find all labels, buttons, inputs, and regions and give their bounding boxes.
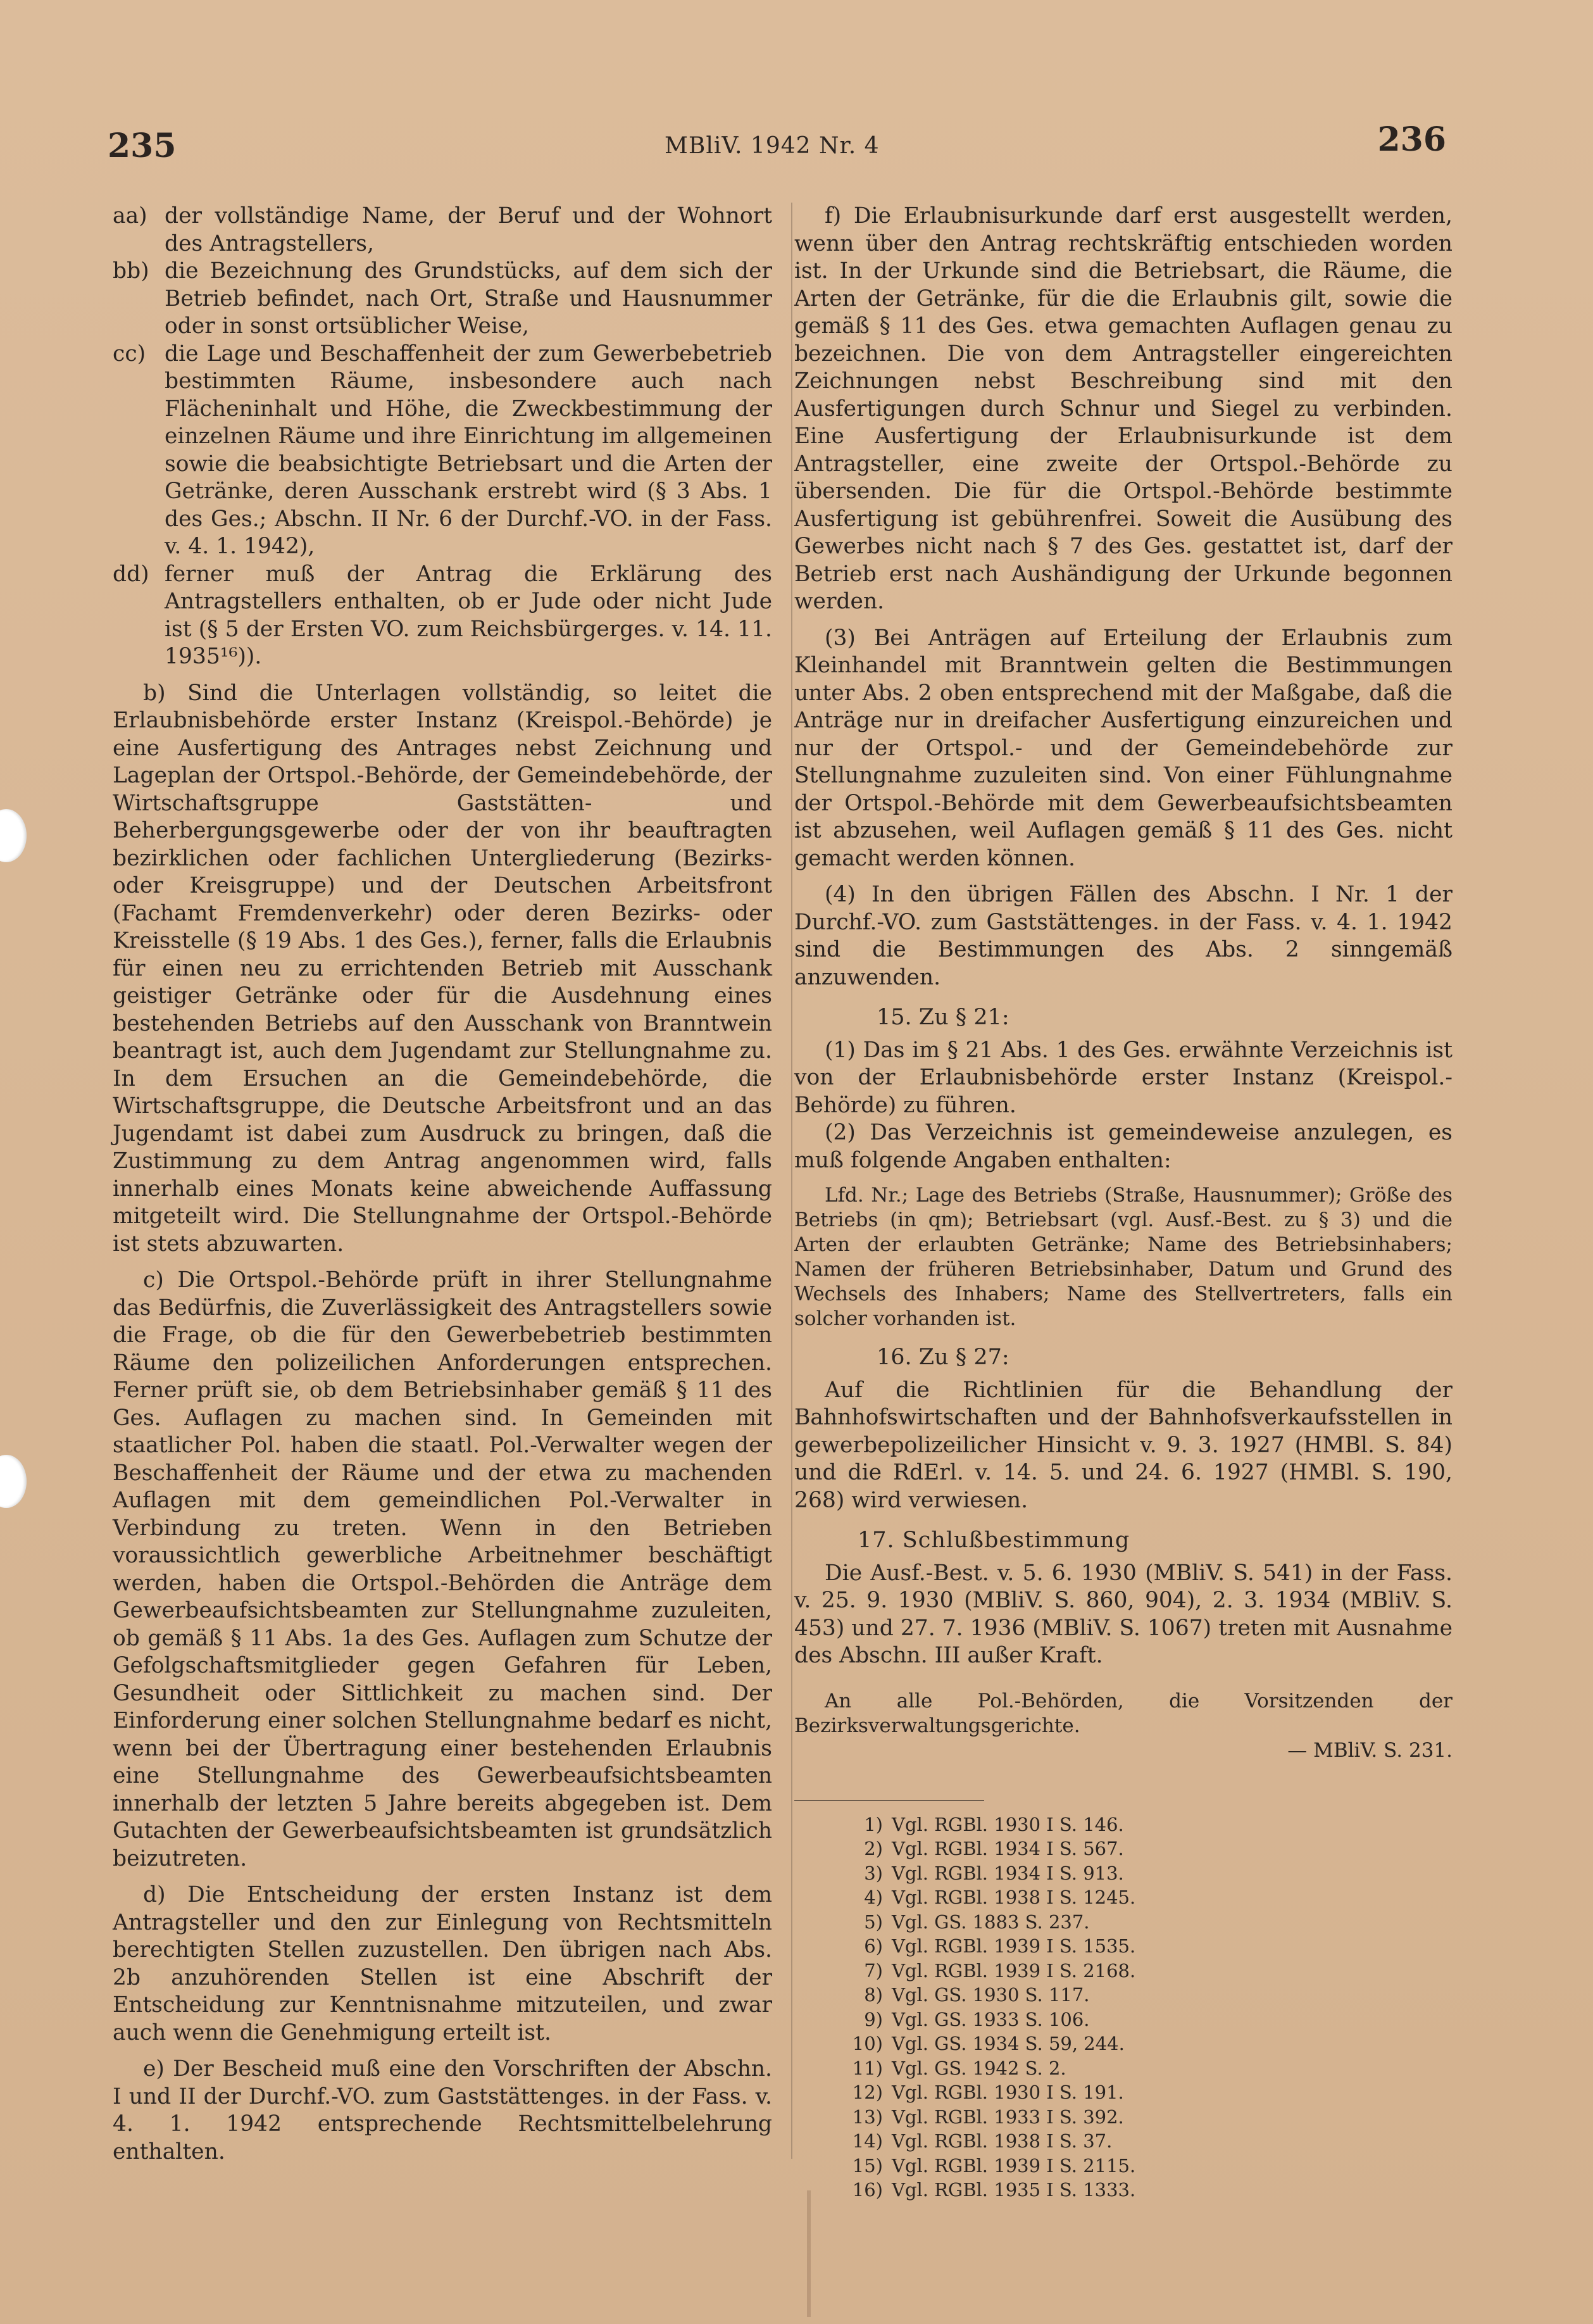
paragraph-4: (4) In den übrigen Fällen des Abschn. I Nr. 1 der Durchf.-VO. zum Gaststättenges. in der Fass. v. 4. 1. 1942 sind die Bestimmungen des Abs. 2 sinngemäß anzuwenden. bbox=[794, 882, 1452, 990]
footnote bbox=[845, 2178, 1452, 2202]
item-label: aa) bbox=[113, 203, 147, 229]
register-fields-list: Lfd. Nr.; Lage des Betriebs (Straße, Hausnummer); Größe des Betriebs (in qm); Betriebsart (vgl. Ausf.-Best. zu § 3) und die Arten der erlaubten Getränke; Name des Betriebsinhabers; Namen der früheren Betriebsinhaber, Datum und Grund des Wechsels des Inhabers; Name des Stellvertreters, falls ein solcher vorhanden ist. bbox=[794, 1184, 1452, 1330]
footnote bbox=[845, 1812, 1452, 1837]
section-heading-17: 17. Schlußbestimmung bbox=[858, 1528, 1130, 1553]
footnote-text: Vgl. RGBl. 1930 I S. 146. bbox=[892, 1813, 1124, 1835]
footnote-number: 10) bbox=[852, 2033, 883, 2054]
addressee-text: An alle Pol.-Behörden, die Vorsitzenden der Bezirksverwaltungsgerichte. bbox=[794, 1689, 1452, 1737]
footnote-number: 5) bbox=[864, 1911, 883, 1933]
footnote bbox=[845, 1885, 1452, 1910]
footnote-text: Vgl. RGBl. 1938 I S. 37. bbox=[892, 2130, 1113, 2152]
paragraph-f: f) Die Erlaubnisurkunde darf erst ausgestellt werden, wenn über den Antrag rechtskräftig entschieden worden ist. In der Urkunde sind die Betriebsart, die Räume, die Arten der Getränke, für die die Erlaubnis gilt, sowie die gemäß § 11 des Ges. etwa gemachten Auflagen genau zu bezeichnen. Die von dem Antragsteller eingereichten Zeichnungen nebst Beschreibung sind mit den Ausfertigungen durch Schnur und Siegel zu verbinden. Eine Ausfertigung der Erlaubnisurkunde ist dem Antragsteller, eine zweite der Ortspol.-Behörde zu übersenden. Die für die Ortspol.-Behörde bestimmte Ausfertigung ist gebührenfrei. Soweit die Ausübung des Gewerbes nicht nach § 7 des Ges. gestattet ist, darf der Betrieb erst nach Aushändigung der Urkunde begonnen werden. bbox=[794, 203, 1452, 614]
page-header bbox=[0, 120, 1593, 177]
paper-crease bbox=[807, 2190, 811, 2317]
list-item-dd bbox=[113, 561, 772, 671]
footnotes-list bbox=[794, 1812, 1452, 2202]
addressee-block bbox=[794, 1689, 1452, 1763]
footnote-number: 2) bbox=[864, 1838, 883, 1859]
section-15-para-1: (1) Das im § 21 Abs. 1 des Ges. erwähnte Verzeichnis ist von der Erlaubnisbehörde erster Instanz (Kreispol.-Behörde) zu führen. bbox=[794, 1037, 1452, 1118]
item-text: ferner muß der Antrag die Erklärung des Antragstellers enthalten, ob er Jude oder nicht Jude ist (§ 5 der Ersten VO. zum Reichsbürgerges. v. 14. 11. 1935¹⁶)). bbox=[165, 561, 772, 669]
paragraph-e: e) Der Bescheid muß eine den Vorschriften der Abschn. I und II der Durchf.-VO. zum Gaststättenges. in der Fass. v. 4. 1. 1942 entsprechende Rechtsmittelbelehrung enthalten. bbox=[113, 2056, 772, 2164]
footnote-number: 6) bbox=[864, 1935, 883, 1957]
footnote-text: Vgl. GS. 1930 S. 117. bbox=[892, 1984, 1090, 2006]
footnote-number: 11) bbox=[852, 2057, 883, 2079]
footnote-number: 3) bbox=[864, 1862, 883, 1884]
footnote-text: Vgl. RGBl. 1939 I S. 1535. bbox=[892, 1935, 1136, 1957]
paragraph-3: (3) Bei Anträgen auf Erteilung der Erlaubnis zum Kleinhandel mit Branntwein gelten die Bestimmungen unter Abs. 2 oben entsprechend mit der Maßgabe, daß die Anträge nur in dreifacher Ausfertigung einzureichen und nur der Ortspol.- und der Gemeindebehörde zur Stellungnahme zuzuleiten sind. Von einer Fühlungnahme der Ortspol.-Behörde mit dem Gewerbeaufsichtsbeamten ist abzusehen, weil Auflagen gemäß § 11 des Ges. nicht gemacht werden können. bbox=[794, 625, 1452, 871]
item-text: die Lage und Beschaffenheit der zum Gewerbebetrieb bestimmten Räume, insbesondere auch nach Flächeninhalt und Höhe, die Zweckbestimmung der einzelnen Räume und ihre Einrichtung im allgemeinen sowie die beabsichtigte Betriebsart und die Arten der Getränke, deren Ausschank erstrebt wird (§ 3 Abs. 1 des Ges.; Abschn. II Nr. 6 der Durchf.-VO. in der Fass. v. 4. 1. 1942), bbox=[165, 341, 772, 559]
footnote bbox=[845, 1861, 1452, 1886]
footnote-number: 8) bbox=[864, 1984, 883, 2006]
punch-hole bbox=[0, 809, 27, 862]
footnote-text: Vgl. RGBl. 1938 I S. 1245. bbox=[892, 1887, 1136, 1908]
footnote-text: Vgl. RGBl. 1939 I S. 2115. bbox=[892, 2154, 1136, 2176]
footnote bbox=[845, 2007, 1452, 2032]
footnote bbox=[845, 2154, 1452, 2178]
footnote-number: 13) bbox=[852, 2106, 883, 2128]
footnote bbox=[845, 2032, 1452, 2056]
page-number-left: 235 bbox=[108, 127, 177, 165]
footnote-text: Vgl. GS. 1942 S. 2. bbox=[892, 2057, 1066, 2079]
footnote-text: Vgl. GS. 1933 S. 106. bbox=[892, 2008, 1090, 2030]
journal-title: MBliV. 1942 Nr. 4 bbox=[665, 133, 880, 159]
section-16-para: Auf die Richtlinien für die Behandlung der Bahnhofswirtschaften und der Bahnhofsverkaufsstellen in gewerbepolizeilicher Hinsicht v. 9. 3. 1927 (HMBl. S. 84) und die RdErl. v. 14. 5. und 24. 6. 1927 (HMBl. S. 190, 268) wird verwiesen. bbox=[794, 1377, 1452, 1513]
section-17-para: Die Ausf.-Best. v. 5. 6. 1930 (MBliV. S. 541) in der Fass. v. 25. 9. 1930 (MBliV. S. 860, 904), 2. 3. 1934 (MBliV. S. 453) und 27. 7. 1936 (MBliV. S. 1067) treten mit Ausnahme des Abschn. III außer Kraft. bbox=[794, 1560, 1452, 1668]
footnote-number: 15) bbox=[852, 2154, 883, 2176]
item-label: cc) bbox=[113, 341, 146, 367]
footnote-text: Vgl. RGBl. 1939 I S. 2168. bbox=[892, 1959, 1136, 1982]
footnote-text: Vgl. RGBl. 1934 I S. 567. bbox=[892, 1838, 1124, 1859]
section-heading-15: 15. Zu § 21: bbox=[877, 1005, 1009, 1030]
item-text: der vollständige Name, der Beruf und der Wohnort des Antragstellers, bbox=[165, 203, 772, 256]
footnote-text: Vgl. RGBl. 1934 I S. 913. bbox=[892, 1862, 1124, 1884]
footnote-number: 16) bbox=[852, 2179, 883, 2201]
footnote bbox=[845, 2080, 1452, 2105]
footnote bbox=[845, 1934, 1452, 1959]
footnote-text: Vgl. GS. 1883 S. 237. bbox=[892, 1911, 1090, 1933]
footnote bbox=[845, 2105, 1452, 2130]
column-divider bbox=[791, 203, 792, 2159]
section-15-para-2: (2) Das Verzeichnis ist gemeindeweise anzulegen, es muß folgende Angaben enthalten: bbox=[794, 1120, 1452, 1173]
footnote bbox=[845, 1910, 1452, 1935]
footnote bbox=[845, 2129, 1452, 2154]
footnote-text: Vgl. GS. 1934 S. 59, 244. bbox=[892, 2033, 1125, 2054]
footnote-text: Vgl. RGBl. 1935 I S. 1333. bbox=[892, 2179, 1136, 2201]
paragraph-c: c) Die Ortspol.-Behörde prüft in ihrer Stellungnahme das Bedürfnis, die Zuverlässigkeit des Antragstellers sowie die Frage, ob die für den Gewerbebetrieb bestimmten Räume den polizeilichen Anforderungen entsprechen. Ferner prüft sie, ob dem Betriebsinhaber gemäß § 11 des Ges. Auflagen zu machen sind. In Gemeinden mit staatlicher Pol. haben die staatl. Pol.-Verwalter wegen der Beschaffenheit der Räume und der etwa zu machenden Auflagen mit dem gemeindlichen Pol.-Verwalter in Verbindung zu treten. Wenn in den Betrieben voraussichtlich gewerbliche Arbeitnehmer beschäftigt werden, haben die Ortspol.-Behörden die Anträge dem Gewerbeaufsichtsbeamten zur Stellungnahme zuzuleiten, ob gemäß § 11 Abs. 1a des Ges. Auflagen zum Schutze der Gefolgschaftsmitglieder gegen Gefahren für Leben, Gesundheit oder Sittlichkeit zu machen sind. Der Einforderung einer solchen Stellungnahme bedarf es nicht, wenn bei der Übertragung einer bestehenden Erlaubnis eine Stellungnahme des Gewerbeaufsichtsbeamten innerhalb der letzten 5 Jahre bereits abgegeben ist. Dem Gutachten der Gewerbeaufsichtsbeamten ist grundsätzlich beizutreten. bbox=[113, 1267, 772, 1871]
footnote-divider bbox=[794, 1800, 984, 1801]
item-label: dd) bbox=[113, 561, 149, 587]
footnote-number: 9) bbox=[864, 2008, 883, 2030]
footnote-number: 4) bbox=[864, 1887, 883, 1908]
list-item-bb bbox=[113, 258, 772, 341]
paragraph-d: d) Die Entscheidung der ersten Instanz ist dem Antragsteller und den zur Einlegung von Rechtsmitteln berechtigten Stellen zuzustellen. Den übrigen nach Abs. 2b anzuhörenden Stellen ist eine Abschrift der Entscheidung zur Kenntnisnahme mitzuteilen, und zwar auch wenn die Genehmigung erteilt ist. bbox=[113, 1882, 772, 2045]
paragraph-b: b) Sind die Unterlagen vollständig, so leitet die Erlaubnisbehörde erster Instanz (Kreispol.-Behörde) je eine Ausfertigung des Antrages nebst Zeichnung und Lageplan der Ortspol.-Behörde, der Gemeindebehörde, der Wirtschaftsgruppe Gaststätten- und Beherbergungsgewerbe oder der von ihr beauftragten bezirklichen oder fachlichen Untergliederung (Bezirks- oder Kreisgruppe) und der Deutschen Arbeitsfront (Fachamt Fremdenverkehr) oder deren Bezirks- oder Kreisstelle (§ 19 Abs. 1 des Ges.), ferner, falls die Erlaubnis für einen neu zu errichtenden Betrieb mit Ausschank geistiger Getränke oder für die Ausdehnung eines bestehenden Betriebs auf den Ausschank von Branntwein beantragt ist, auch dem Jugendamt zur Stellungnahme zu. In dem Ersuchen an die Gemeindebehörde, die Wirtschaftsgruppe, die Deutsche Arbeitsfront und an das Jugendamt ist dabei zum Ausdruck zu bringen, daß die Zustimmung zu dem Antrag angenommen wird, falls innerhalb eines Monats keine abweichende Auffassung mitgeteilt wird. Die Stellungnahme der Ortspol.-Behörde ist stets abzuwarten. bbox=[113, 680, 772, 1257]
footnote-number: 14) bbox=[852, 2130, 883, 2152]
footnote bbox=[845, 1837, 1452, 1861]
list-item-aa bbox=[113, 203, 772, 258]
item-text: die Bezeichnung des Grundstücks, auf dem sich der Betrieb befindet, nach Ort, Straße und Hausnummer oder in sonst ortsüblicher Weise, bbox=[165, 258, 772, 339]
footnote-number: 1) bbox=[864, 1813, 883, 1835]
footnote bbox=[845, 1959, 1452, 1983]
right-column bbox=[794, 203, 1452, 2201]
punch-hole bbox=[0, 1455, 27, 1508]
footnote bbox=[845, 2056, 1452, 2081]
footnote-number: 7) bbox=[864, 1959, 883, 1982]
footnote-text: Vgl. RGBl. 1933 I S. 392. bbox=[892, 2106, 1124, 2128]
list-item-cc bbox=[113, 341, 772, 561]
footnote-number: 12) bbox=[852, 2082, 883, 2103]
page-number-right: 236 bbox=[1377, 120, 1446, 159]
reference-citation: — MBliV. S. 231. bbox=[1287, 1738, 1452, 1762]
item-label: bb) bbox=[113, 258, 149, 284]
footnote-text: Vgl. RGBl. 1930 I S. 191. bbox=[892, 2082, 1124, 2103]
section-heading-16: 16. Zu § 27: bbox=[877, 1345, 1009, 1370]
left-column bbox=[113, 203, 772, 2178]
footnote bbox=[845, 1983, 1452, 2007]
